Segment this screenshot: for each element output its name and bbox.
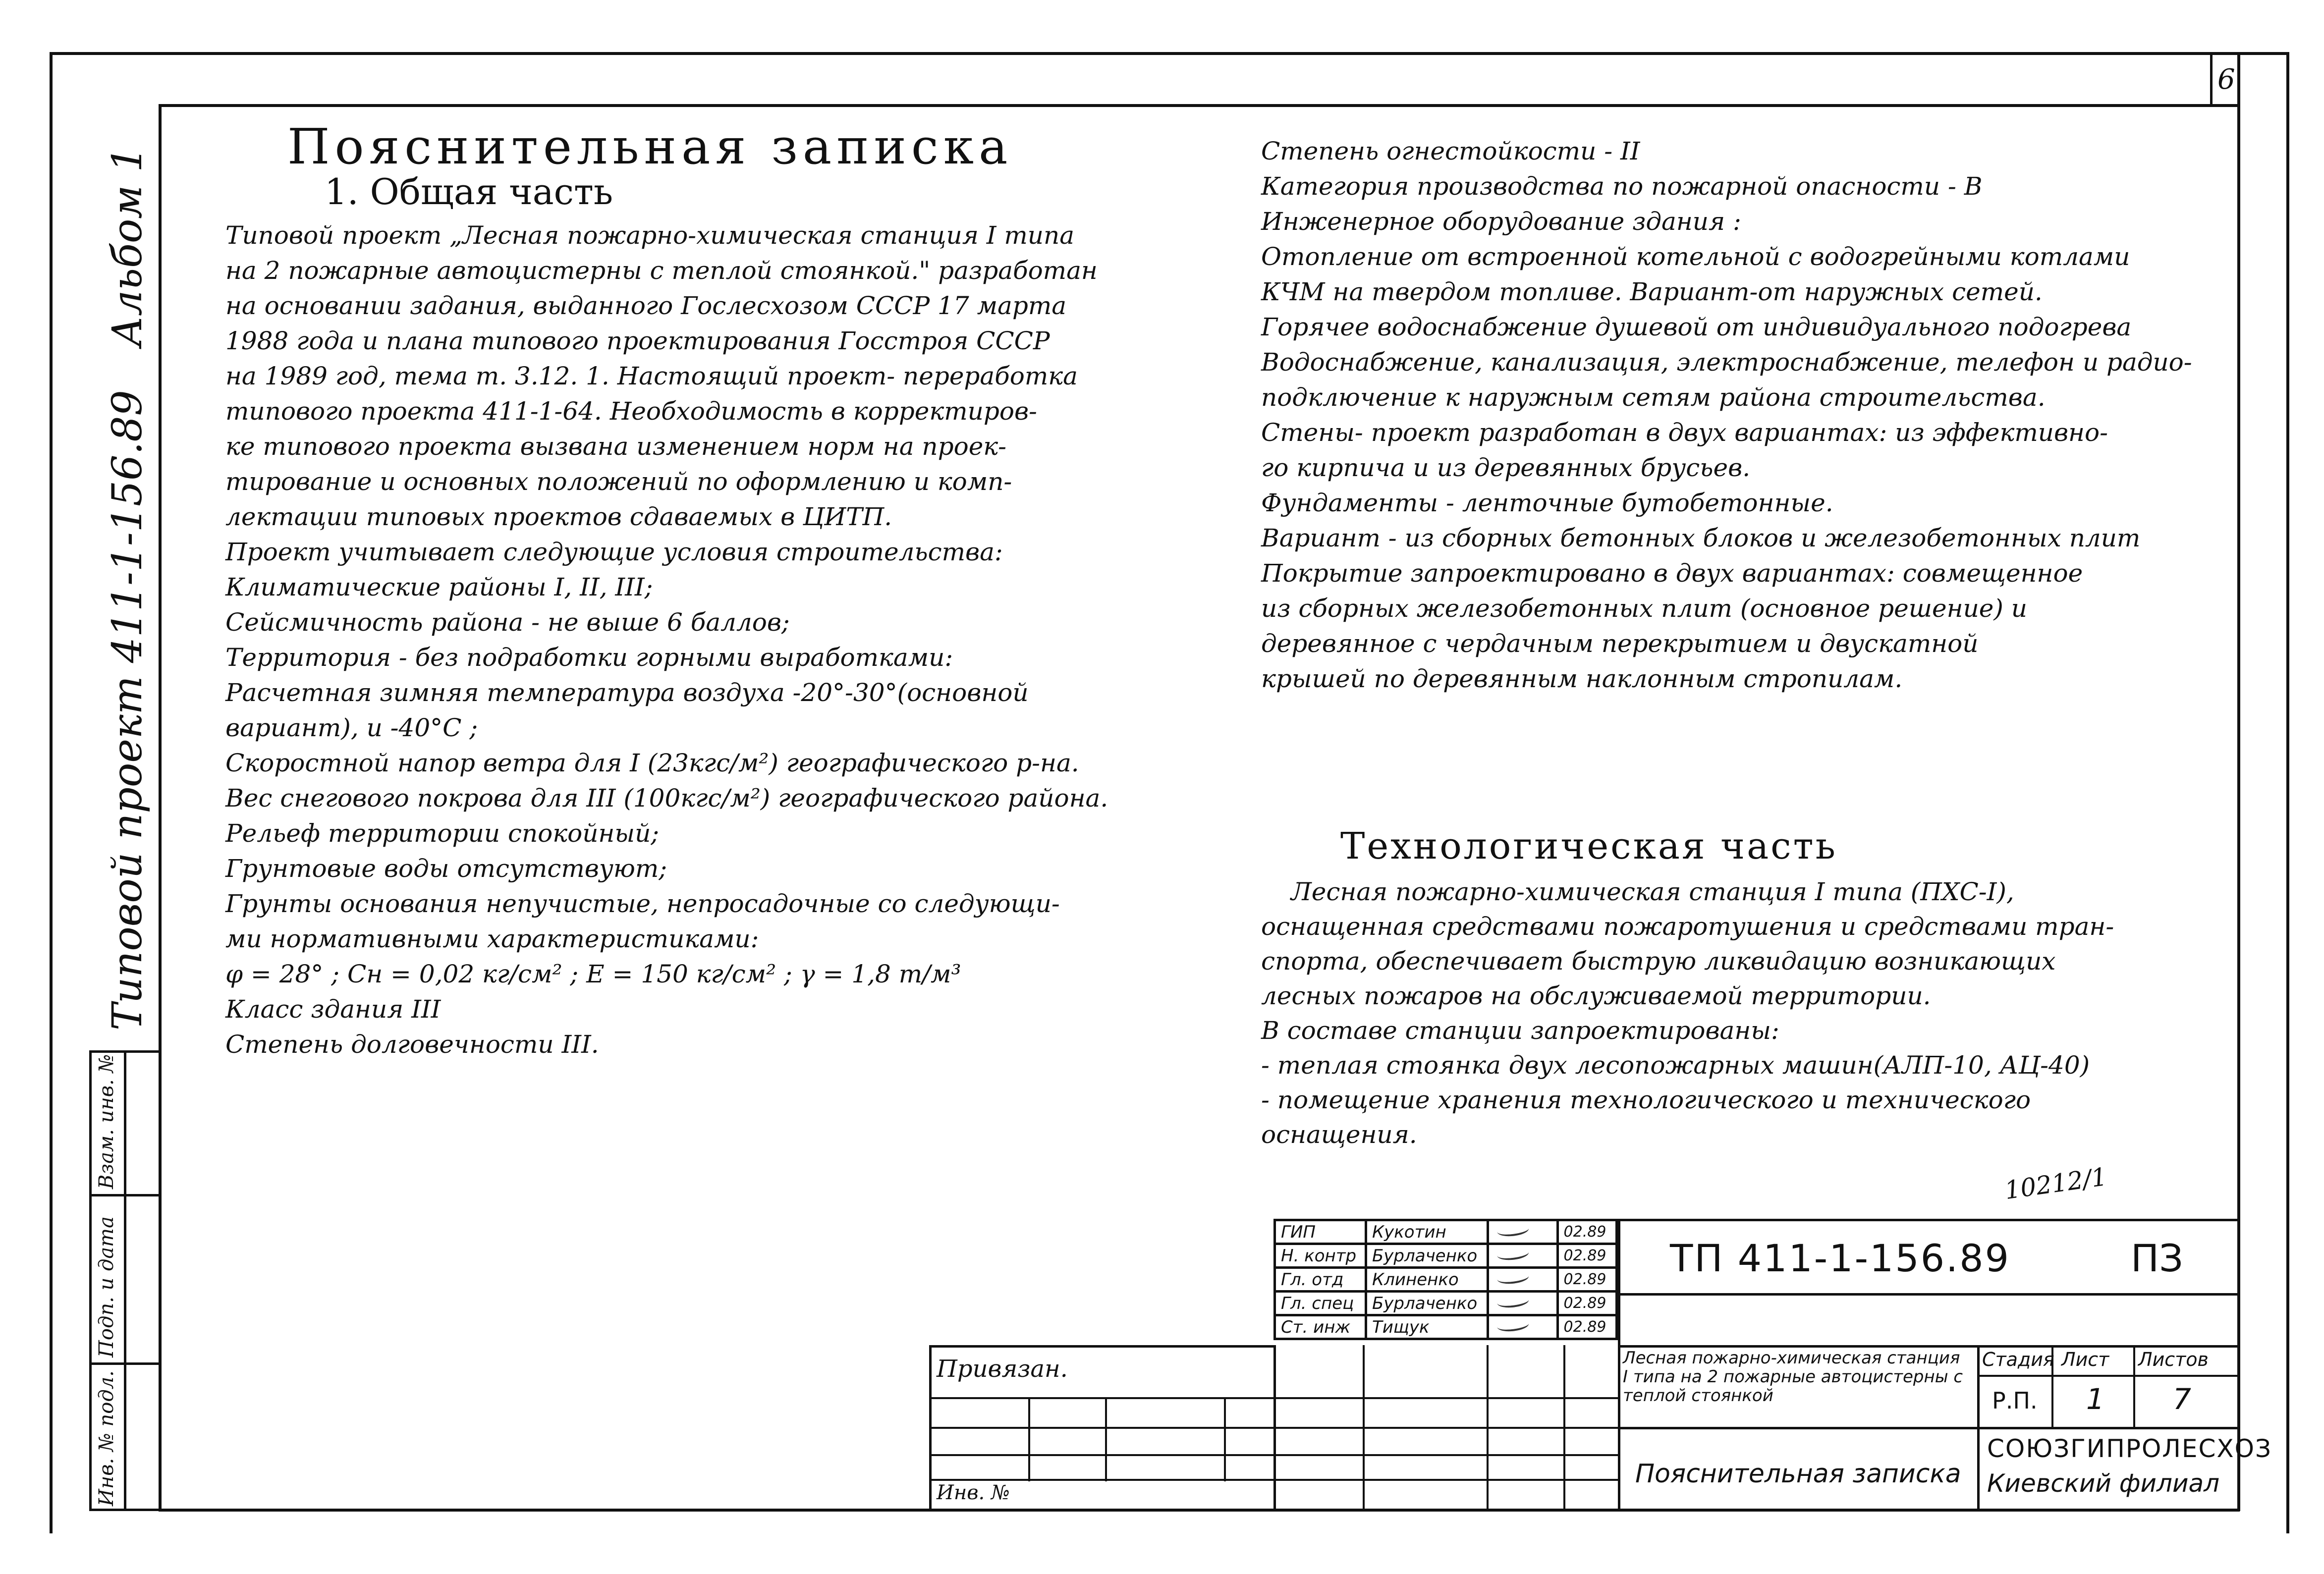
sig-name: Бурлаченко — [1366, 1292, 1488, 1315]
tb-sig-v2 — [1487, 1345, 1489, 1511]
organization-name: СОЮЗГИПРОЛЕСХОЗ — [1987, 1434, 2272, 1463]
sig-role: Н. контр — [1275, 1244, 1366, 1268]
right-line: Категория производства по пожарной опасности - В — [1261, 172, 1983, 201]
tb-right-left — [1618, 1219, 1620, 1511]
sheet-number-box-left — [2210, 54, 2213, 104]
left-line: Сейсмичность района - не выше 6 баллов; — [225, 608, 790, 637]
left-line: Проект учитывает следующие условия строительства: — [225, 538, 1003, 566]
tech-line: лесных пожаров на обслуживаемой территории. — [1261, 981, 1931, 1010]
frame-outer-left — [50, 52, 53, 1533]
signature-row — [1275, 1315, 1617, 1339]
left-line: на 2 пожарные автоцистерны с теплой стоянкой." разработан — [225, 256, 1098, 285]
tb-privyazan-top — [929, 1345, 1273, 1348]
right-line: Покрытие запроектировано в двух вариантах: совмещенное — [1261, 559, 2083, 588]
sheet-number: 6 — [2217, 63, 2235, 96]
album-label: Альбом 1 — [104, 146, 151, 347]
left-line: 1988 года и плана типового проектирования Госстроя СССР — [225, 326, 1050, 355]
signature-row — [1275, 1244, 1617, 1268]
left-body — [225, 218, 1207, 1062]
left-line: φ = 28° ; Сн = 0,02 кг/см² ; Е = 150 кг/см² ; γ = 1,8 т/м³ — [225, 960, 961, 988]
sig-signature — [1488, 1220, 1557, 1244]
left-line: Территория - без подработки горными выработками: — [225, 643, 953, 672]
right-line: Горячее водоснабжение душевой от индивидуального подогрева — [1261, 313, 2132, 341]
strip-field-podp: Подп. и дата — [95, 1216, 118, 1357]
handwritten-signature — [1494, 1221, 1534, 1238]
document-name: Пояснительная записка — [1635, 1459, 1961, 1489]
tech-line: оснащения. — [1261, 1120, 1417, 1149]
tb-privyazan-h4 — [929, 1479, 1273, 1481]
right-line: Водоснабжение, канализация, электроснабжение, телефон и радио- — [1261, 348, 2192, 377]
right-line: Стены- проект разработан в двух вариантах: из эффективно- — [1261, 418, 2108, 447]
sig-name: Кукотин — [1366, 1220, 1488, 1244]
strip-sep-1 — [89, 1194, 159, 1196]
tech-body — [1261, 874, 2232, 1152]
tech-line: оснащенная средствами пожаротушения и средствами тран- — [1261, 912, 2114, 941]
left-line: ми нормативными характеристиками: — [225, 924, 759, 953]
tb-sig-h4 — [1273, 1479, 1618, 1481]
tb-sig-h1 — [1273, 1397, 1618, 1399]
right-line: Фундаменты - ленточные бутобетонные. — [1261, 488, 1833, 517]
tb-right-h3 — [1618, 1427, 2237, 1429]
right-line: крышей по деревянным наклонным стропилам. — [1261, 664, 1903, 693]
left-line: Грунтовые воды отсутствуют; — [225, 854, 667, 883]
sig-date: 02.89 — [1557, 1315, 1616, 1339]
tb-privyazan-v1 — [1028, 1397, 1030, 1481]
frame-inner-left — [159, 104, 162, 1511]
left-line: Типовой проект „Лесная пожарно-химическая станция I типа — [225, 221, 1075, 250]
frame-outer-top — [50, 52, 2289, 55]
left-line: лектации типовых проектов сдаваемых в ЦИТП. — [225, 502, 892, 531]
tech-line: спорта, обеспечивает быструю ликвидацию возникающих — [1261, 947, 2056, 976]
sig-role: Гл. спец — [1275, 1292, 1366, 1315]
sig-name: Тищук — [1366, 1315, 1488, 1339]
left-line: Грунты основания непучистые, непросадочные со следующи- — [225, 889, 1060, 918]
sig-signature — [1488, 1292, 1557, 1315]
tech-line: В составе станции запроектированы: — [1261, 1016, 1779, 1045]
tb-privyazan-h3 — [929, 1454, 1273, 1456]
strip-sep-2 — [89, 1362, 159, 1365]
tb-privyazan-h2 — [929, 1427, 1273, 1429]
left-line: Класс здания III — [225, 995, 441, 1024]
frame-inner-bottom — [159, 1509, 2240, 1512]
signature-table — [1273, 1219, 1618, 1340]
sig-name: Клиненко — [1366, 1268, 1488, 1292]
strip-col-line — [124, 1050, 126, 1511]
sig-signature — [1488, 1315, 1557, 1339]
right-line: подключение к наружным сетям района строительства. — [1261, 383, 2046, 412]
sig-date: 02.89 — [1557, 1220, 1616, 1244]
signature-row — [1275, 1268, 1617, 1292]
left-line: типового проекта 411-1-64. Необходимость в корректиров- — [225, 397, 1037, 426]
tb-sig-v1 — [1363, 1345, 1365, 1511]
left-line: Вес снегового покрова для III (100кгс/м²) географического района. — [225, 784, 1108, 813]
registration-stamp: 10212/1 — [2002, 1162, 2109, 1205]
sheet-value: 1 — [2086, 1382, 2104, 1416]
sig-name: Бурлаченко — [1366, 1244, 1488, 1268]
privyazan-label: Привязан. — [937, 1355, 1068, 1383]
sig-date: 02.89 — [1557, 1292, 1616, 1315]
frame-inner-top — [159, 104, 2240, 107]
sig-role: Гл. отд — [1275, 1268, 1366, 1292]
tb-privyazan-h1 — [929, 1397, 1273, 1399]
left-line: Скоростной напор ветра для I (23кгс/м²) географического р-на. — [225, 749, 1079, 777]
tech-line: Лесная пожарно-химическая станция I типа (ПХС-I), — [1291, 877, 2014, 906]
inv-label: Инв. № — [937, 1481, 1010, 1504]
tb-privyazan-v3 — [1224, 1397, 1226, 1481]
tb-sig-h2 — [1273, 1427, 1618, 1429]
section-title-tech: Технологическая часть — [1340, 825, 1837, 868]
page-title: Пояснительная записка — [287, 119, 1013, 175]
document-mark: ПЗ — [2131, 1236, 2183, 1280]
tb-privyazan-v2 — [1105, 1397, 1107, 1481]
handwritten-signature — [1494, 1269, 1534, 1286]
right-line: Отопление от встроенной котельной с водогрейными котлами — [1261, 242, 2130, 271]
section-title-general: 1. Общая часть — [325, 171, 613, 213]
tech-line: - помещение хранения технологического и технического — [1261, 1086, 2031, 1114]
sig-date: 02.89 — [1557, 1268, 1616, 1292]
sheet-number-box-bottom — [2210, 104, 2240, 107]
signature-row — [1275, 1220, 1617, 1244]
tb-sig-v3 — [1563, 1345, 1565, 1511]
organization-branch: Киевский филиал — [1987, 1469, 2220, 1498]
handwritten-signature — [1494, 1245, 1534, 1262]
stage-value: Р.П. — [1992, 1387, 2038, 1414]
strip-field-vzam: Взам. инв. № — [95, 1054, 118, 1189]
sig-date: 02.89 — [1557, 1244, 1616, 1268]
sheets-label: Листов — [2138, 1349, 2209, 1370]
right-line: го кирпича и из деревянных брусьев. — [1261, 453, 1751, 482]
left-line: на 1989 год, тема т. 3.12. 1. Настоящий проект- переработка — [225, 362, 1078, 390]
tb-right-top — [1618, 1219, 2237, 1221]
left-line: тирование и основных положений по оформлению и комп- — [225, 467, 1012, 496]
left-line: на основании задания, выданного Гослесхозом СССР 17 марта — [225, 291, 1067, 320]
handwritten-signature — [1494, 1316, 1534, 1333]
handwritten-signature — [1494, 1293, 1534, 1309]
right-line: КЧМ на твердом топливе. Вариант-от наружных сетей. — [1261, 277, 2043, 306]
right-line: деревянное с чердачным перекрытием и двускатной — [1261, 629, 1979, 658]
strip-bottom — [89, 1509, 159, 1511]
tb-right-h2 — [1618, 1345, 2237, 1348]
left-line: ке типового проекта вызвана изменением норм на проек- — [225, 432, 1007, 461]
strip-field-inv: Инв. № подл. — [95, 1370, 118, 1506]
sig-role: ГИП — [1275, 1220, 1366, 1244]
tb-right-h-stage — [1977, 1375, 2237, 1377]
sheet-label: Лист — [2061, 1349, 2109, 1370]
object-name: Лесная пожарно-химическая станция I типа на 2 пожарные автоцистерны с теплой стоянкой — [1623, 1348, 1963, 1406]
sig-signature — [1488, 1244, 1557, 1268]
project-label: Типовой проект 411-1-156.89 — [104, 390, 151, 1031]
right-line: Вариант - из сборных бетонных блоков и железобетонных плит — [1261, 524, 2141, 552]
sheets-value: 7 — [2173, 1382, 2191, 1416]
signature-row — [1275, 1292, 1617, 1315]
sig-signature — [1488, 1268, 1557, 1292]
left-line: Климатические районы I, II, III; — [225, 573, 653, 601]
frame-inner-right — [2237, 52, 2240, 1511]
left-line: Расчетная зимняя температура воздуха -20°-30°(основной — [225, 678, 1029, 707]
right-line: Степень огнестойкости - II — [1261, 137, 1640, 165]
sig-role: Ст. инж — [1275, 1315, 1366, 1339]
tb-sig-h3 — [1273, 1454, 1618, 1456]
tb-right-v-main — [1977, 1345, 1980, 1511]
left-line: Рельеф территории спокойный; — [225, 819, 660, 848]
project-code: ТП 411-1-156.89 — [1670, 1236, 2010, 1280]
stage-label: Стадия — [1982, 1349, 2054, 1370]
left-line: вариант), и -40°С ; — [225, 713, 478, 742]
tech-line: - теплая стоянка двух лесопожарных машин(АЛП-10, АЦ-40) — [1261, 1051, 2090, 1080]
left-line: Степень долговечности III. — [225, 1030, 599, 1059]
strip-left-edge — [89, 1050, 92, 1511]
right-body — [1261, 134, 2232, 697]
right-line: Инженерное оборудование здания : — [1261, 207, 1741, 236]
right-line: из сборных железобетонных плит (основное решение) и — [1261, 594, 2027, 623]
frame-outer-right — [2286, 52, 2289, 1533]
tb-right-v-sheet — [2133, 1345, 2135, 1427]
tb-right-h1 — [1618, 1293, 2237, 1296]
